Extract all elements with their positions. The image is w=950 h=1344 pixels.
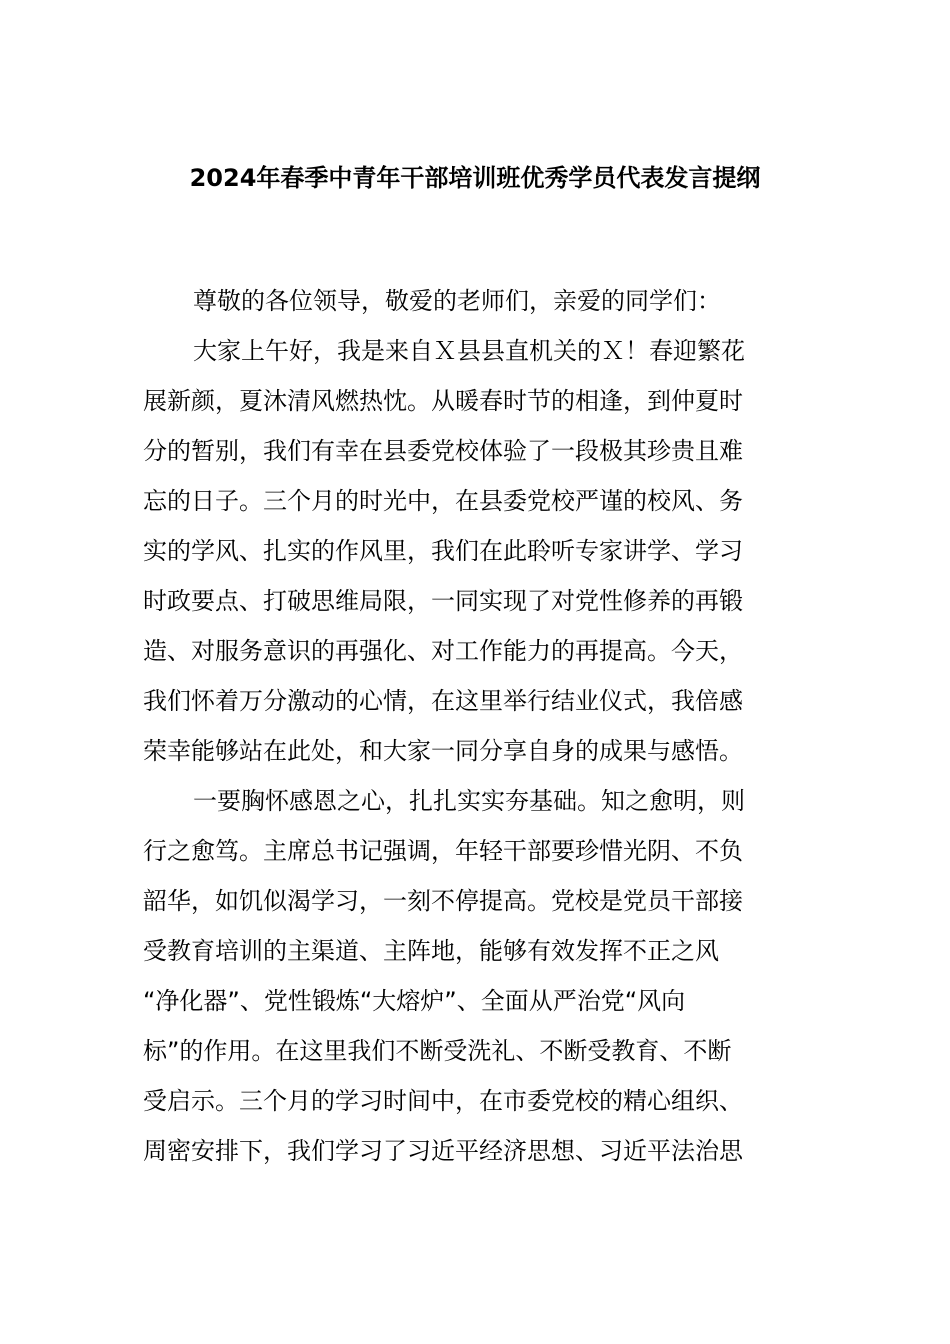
- paragraph-line: 忘的日子。三个月的时光中，在县委党校严谨的校风、务: [143, 487, 743, 515]
- paragraph-line: 行之愈笃。主席总书记强调，年轻干部要珍惜光阴、不负: [143, 837, 743, 865]
- paragraph-line: “净化器”、党性锻炼“大熔炉”、全面从严治党“风向: [143, 987, 686, 1015]
- salutation-line: 尊敬的各位领导，敬爱的老师们，亲爱的同学们：: [193, 287, 721, 315]
- paragraph-line: 韶华，如饥似渴学习，一刻不停提高。党校是党员干部接: [143, 887, 743, 915]
- document-title: 2024年春季中青年干部培训班优秀学员代表发言提纲: [189, 164, 761, 192]
- paragraph-line: 一要胸怀感恩之心，扎扎实实夯基础。知之愈明，则: [193, 787, 745, 815]
- paragraph-line: 时政要点、打破思维局限，一同实现了对党性修养的再锻: [143, 587, 743, 615]
- paragraph-line: 大家上午好，我是来自Ｘ县县直机关的Ｘ！春迎繁花: [193, 337, 745, 365]
- paragraph-line: 分的暂别，我们有幸在县委党校体验了一段极其珍贵且难: [143, 437, 743, 465]
- paragraph-line: 周密安排下，我们学习了习近平经济思想、习近平法治思: [143, 1137, 743, 1165]
- paragraph-line: 标”的作用。在这里我们不断受洗礼、不断受教育、不断: [143, 1037, 732, 1065]
- paragraph-line: 展新颜，夏沐清风燃热忱。从暖春时节的相逢，到仲夏时: [143, 387, 743, 415]
- paragraph-line: 实的学风、扎实的作风里，我们在此聆听专家讲学、学习: [143, 537, 743, 565]
- paragraph-line: 受教育培训的主渠道、主阵地，能够有效发挥不正之风: [143, 937, 719, 965]
- paragraph-line: 受启示。三个月的学习时间中，在市委党校的精心组织、: [143, 1087, 743, 1115]
- paragraph-line: 造、对服务意识的再强化、对工作能力的再提高。今天，: [143, 637, 743, 665]
- paragraph-line: 荣幸能够站在此处，和大家一同分享自身的成果与感悟。: [143, 737, 743, 765]
- paragraph-line: 我们怀着万分激动的心情，在这里举行结业仪式，我倍感: [143, 687, 743, 715]
